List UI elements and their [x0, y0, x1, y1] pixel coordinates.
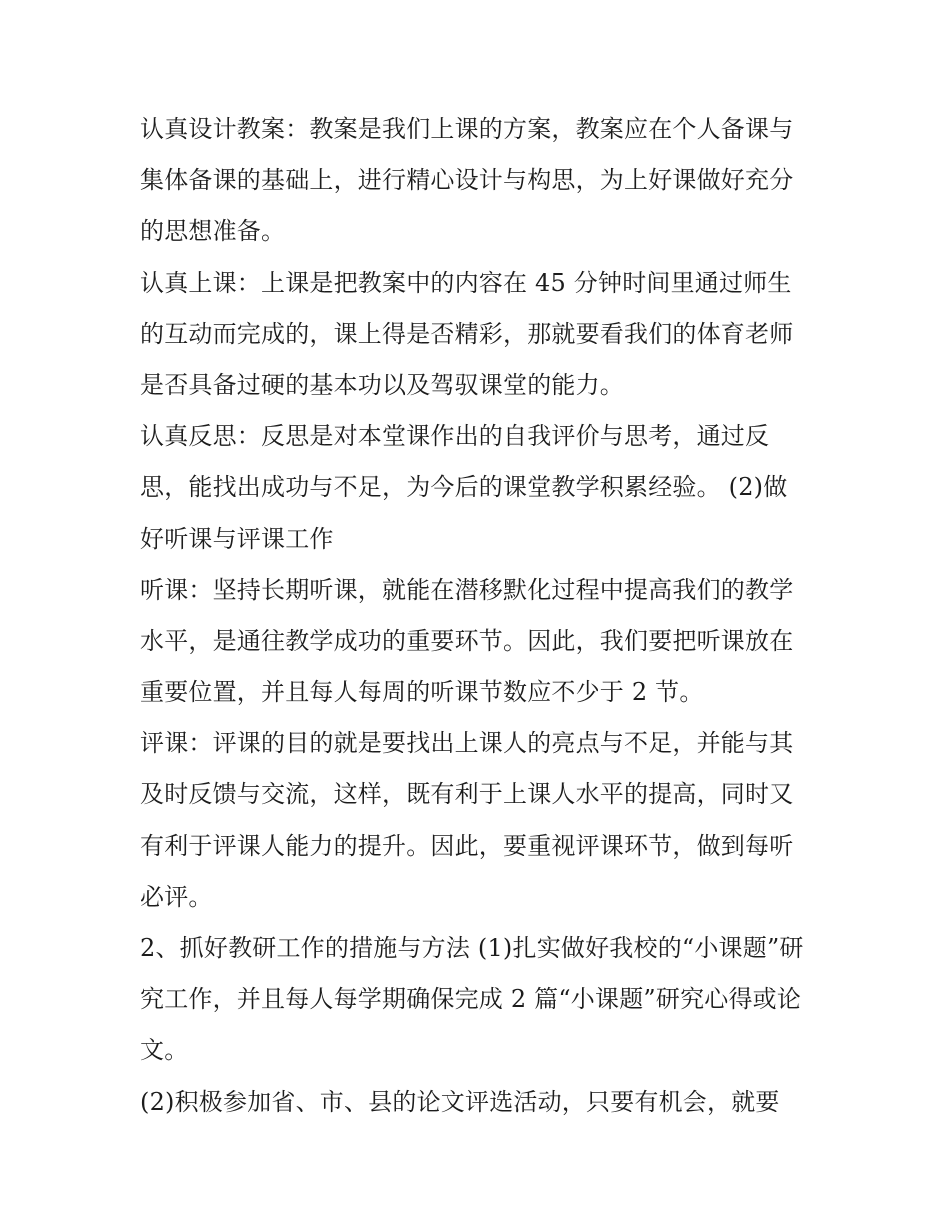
text-line: 认真设计教案：教案是我们上课的方案，教案应在个人备课与	[140, 115, 794, 143]
paragraph-teaching	[140, 258, 830, 412]
text-line: 思，能找出成功与不足，为今后的课堂教学积累经验。 (2)做	[140, 473, 788, 502]
paragraph-reflection	[140, 411, 830, 565]
text-line: 重要位置，并且每人每周的听课节数应不少于 2 节。	[140, 678, 704, 707]
text-line: 认真上课：上课是把教案中的内容在 45 分钟时间里通过师生	[140, 268, 792, 297]
text-line: 听课：坚持长期听课，就能在潜移默化过程中提高我们的教学	[140, 575, 794, 604]
text-line: 集体备课的基础上，进行精心设计与构思，为上好课做好充分	[140, 166, 794, 195]
text-line: (2)积极参加省、市、县的论文评选活动，只要有机会，就要	[140, 1087, 780, 1116]
text-line: 是否具备过硬的基本功以及驾驭课堂的能力。	[140, 370, 624, 399]
text-line: 的互动而完成的，课上得是否精彩，那就要看我们的体育老师	[140, 319, 794, 348]
text-line: 认真反思：反思是对本堂课作出的自我评价与思考，通过反	[140, 422, 770, 451]
paragraph-observation	[140, 565, 830, 719]
text-line: 评课：评课的目的就是要找出上课人的亮点与不足，并能与其	[140, 729, 794, 758]
text-line: 及时反馈与交流，这样，既有利于上课人水平的提高，同时又	[140, 780, 794, 809]
text-line: 文。	[140, 1036, 189, 1065]
paragraph-evaluation	[140, 718, 830, 923]
paragraph-research-measures	[140, 923, 830, 1077]
paragraph-paper-competition	[140, 1077, 830, 1128]
text-line: 究工作，并且每人每学期确保完成 2 篇“小课题”研究心得或论	[140, 985, 802, 1014]
document-body	[140, 104, 830, 1128]
text-line: 好听课与评课工作	[140, 524, 334, 553]
text-line: 必评。	[140, 882, 213, 911]
paragraph-lesson-plan	[140, 104, 830, 258]
text-line: 的思想准备。	[140, 217, 286, 246]
text-line: 2、抓好教研工作的措施与方法 (1)扎实做好我校的“小课题”研	[140, 934, 804, 962]
text-line: 有利于评课人能力的提升。因此，要重视评课环节，做到每听	[140, 831, 794, 860]
text-line: 水平，是通往教学成功的重要环节。因此，我们要把听课放在	[140, 626, 794, 655]
